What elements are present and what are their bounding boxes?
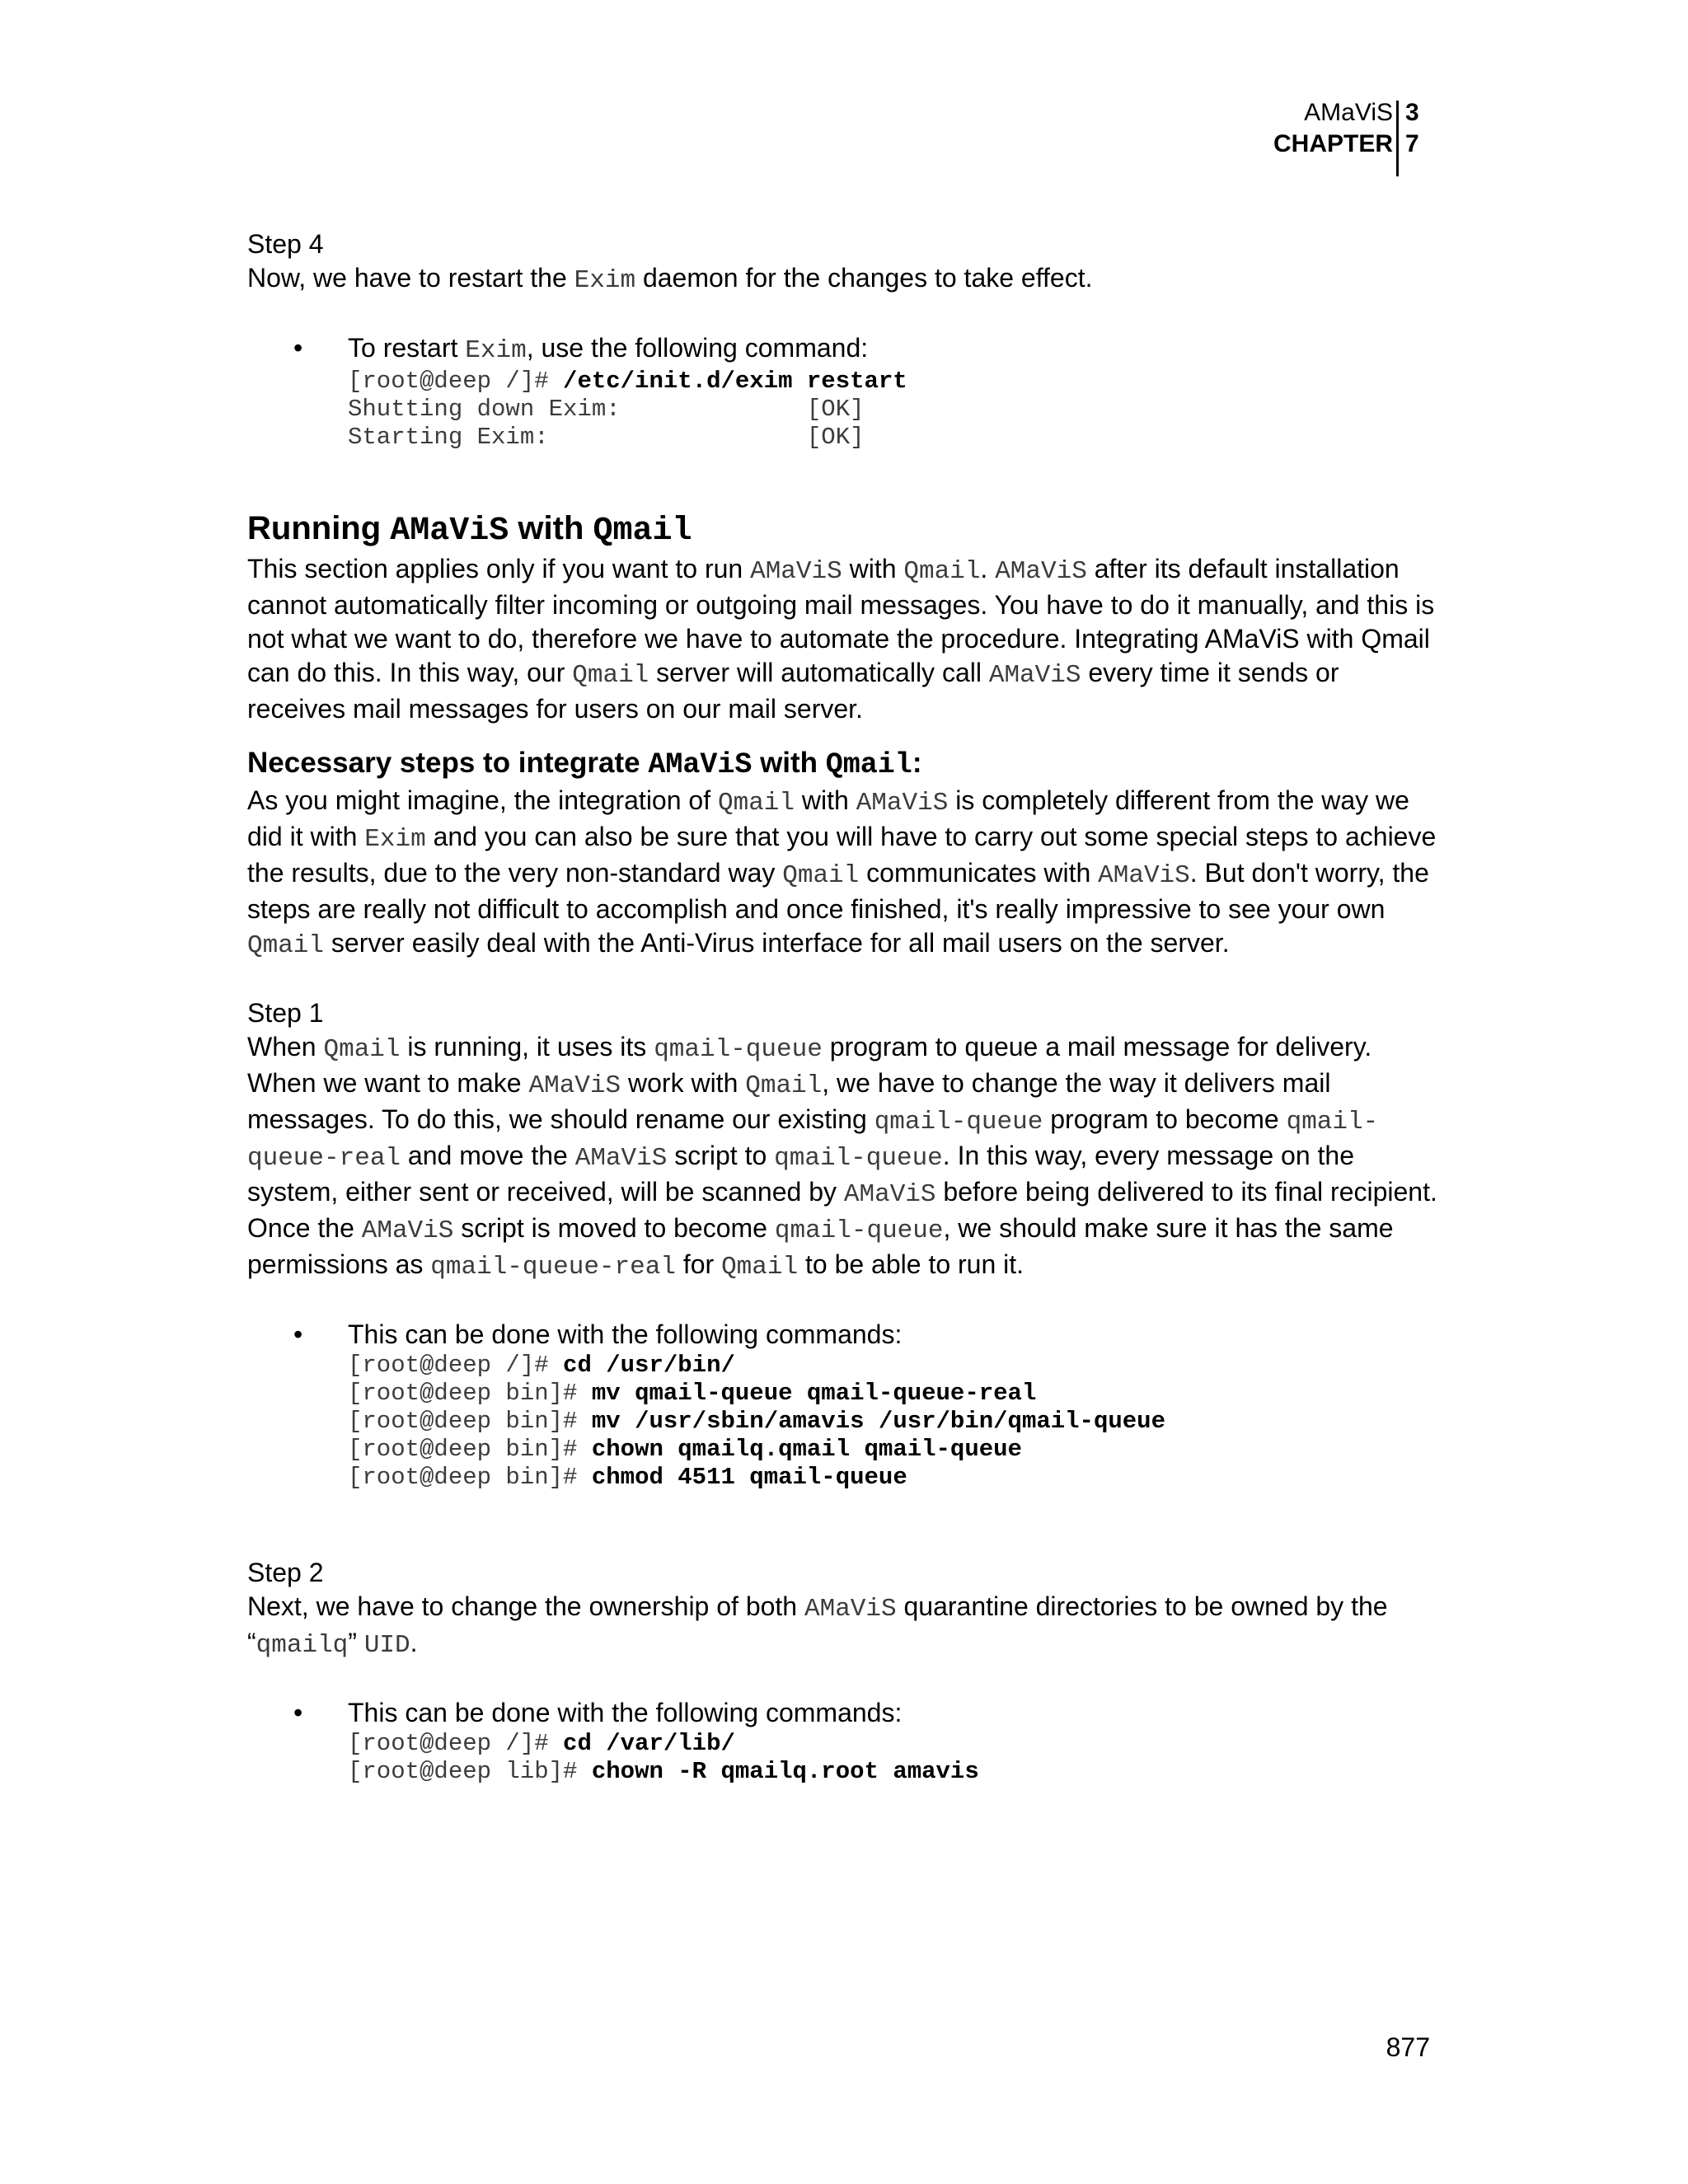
step1-paragraph: When Qmail is running, it uses its qmail-queue program to queue a mail message for delivery. When we want to make AMaViS work with Qmail, we have to change the way it delivers mail messages. To do this, we should rename our existing qmail-queue program to become qmail-queue-real and move the AMaViS script to qmail-queue. In this way, every message on the system, either sent or received, will be scanned by AMaViS before being delivered to its final recipient. Once the AMaViS script is moved to become qmail-queue, we should make sure it has the same permissions as qmail-queue-real for Qmail to be able to run it. (247, 1032, 1437, 1282)
step2-code-block: [root@deep /]# cd /var/lib/ [root@deep lib]# chown -R qmailq.root amavis (348, 1730, 979, 1785)
bullet-dot: • (293, 1319, 303, 1349)
step2-paragraph: Next, we have to change the ownership of both AMaViS quarantine directories to be owned by the “qmailq” UID. (247, 1591, 1388, 1660)
bullet-dot: • (293, 333, 303, 363)
code-command: /etc/init.d/exim restart (563, 368, 907, 395)
step2-bullet: • This can be done with the following commands: [root@deep /]# cd /var/lib/ [root@deep lib]# chown -R qmailq.root amavis (247, 1696, 1442, 1786)
step4-code-block (348, 368, 1442, 452)
subsection-paragraph: As you might imagine, the integration of Qmail with AMaViS is completely different from the way we did it with Exim and you can also be sure that you will have to carry out some special steps to achieve the results, due to the very non-standard way Qmail communicates with AMaViS. But don't worry, the steps are really not difficult to accomplish and once finished, it's really impressive to see your own Qmail server easily deal with the Anti-Virus interface for all mail users on the server. (247, 785, 1437, 960)
section-paragraph: This section applies only if you want to run AMaViS with Qmail. AMaViS after its default installation cannot automatically filter incoming or outgoing mail messages. You have to do it manually, and this is not what we want to do, therefore we have to automate the procedure. Integrating AMaViS with Qmail can do this. In this way, our Qmail server will automatically call AMaViS every time it sends or receives mail messages for users on our mail server. (247, 554, 1435, 724)
page-body (247, 227, 1442, 1786)
subsection-heading: Necessary steps to integrate AMaViS with Qmail: (247, 747, 922, 781)
running-header (1236, 97, 1431, 180)
step1-code-block: [root@deep /]# cd /usr/bin/ [root@deep bin]# mv qmail-queue qmail-queue-real [root@deep bin]# mv /usr/sbin/amavis /usr/bin/qmail-queue [root@deep bin]# chown qmailq.qmail qmail-queue [root@deep bin]# chmod 4511 qmail-queue (348, 1352, 1165, 1491)
header-chapter-label: CHAPTER (1273, 130, 1393, 157)
step4-intro: Now, we have to restart the Exim daemon for the changes to take effect. (247, 263, 1093, 295)
step4-bullet: • To restart Exim, use the following command: [root@deep /]# /etc/init.d/exim restart Shutting down Exim: [OK] Starting Exim: [OK] (247, 331, 1442, 452)
code-line: Starting Exim: [OK] (348, 424, 865, 451)
bullet-dot: • (293, 1698, 303, 1727)
code-line: [root@deep /]# (348, 368, 564, 395)
step1-bullet: • This can be done with the following commands: [root@deep /]# cd /usr/bin/ [root@deep bin]# mv qmail-queue qmail-queue-real [root@deep bin]# mv /usr/sbin/amavis /usr/bin/qmail-queue [root@deep bin]# chown qmailq.qmail qmail-queue [root@deep bin]# chmod 4511 qmail-queue (247, 1318, 1442, 1492)
step4-title: Step 4 (247, 229, 324, 259)
header-divider (1396, 101, 1399, 176)
section-heading: Running AMaViS with Qmail (247, 510, 692, 550)
step2-title: Step 2 (247, 1558, 324, 1587)
step1-title: Step 1 (247, 998, 324, 1028)
page-number: 877 (1386, 2032, 1430, 2062)
header-section-name: AMaViS (1304, 99, 1393, 126)
header-chapter-digit-2: 7 (1405, 130, 1419, 157)
header-chapter-digit-1: 3 (1405, 99, 1419, 126)
code-line: Shutting down Exim: [OK] (348, 396, 865, 423)
